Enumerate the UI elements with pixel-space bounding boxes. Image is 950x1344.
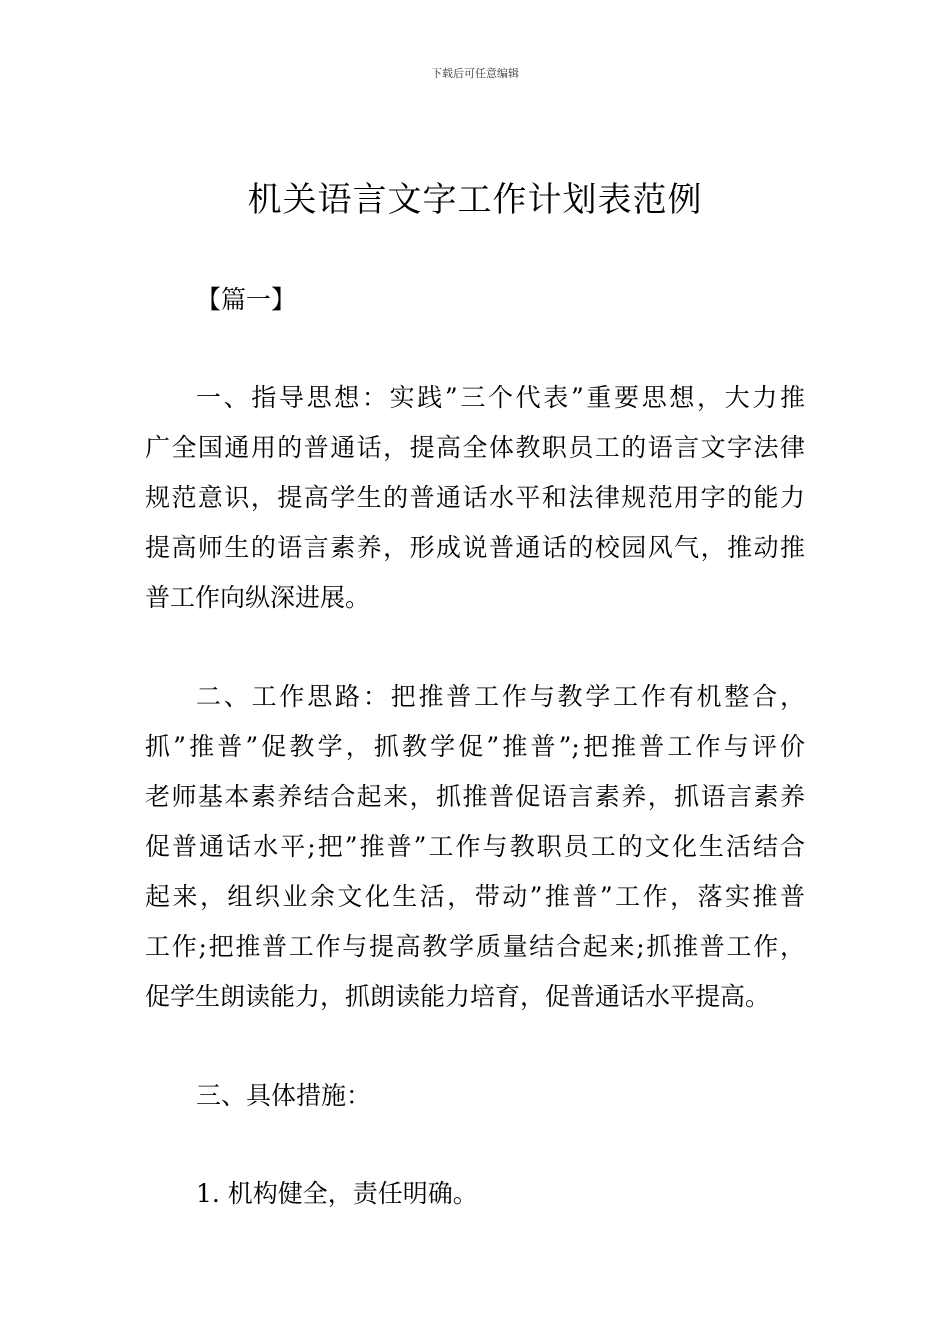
paragraph-line: 促学生朗读能力，抓朗读能力培育，促普通话水平提高。 xyxy=(145,982,771,1011)
paragraph-line: 抓”推普”促教学，抓教学促”推普”;把推普工作与评价 xyxy=(145,732,805,761)
paragraph-work-approach xyxy=(145,672,805,1022)
paragraph-line: 二、工作思路：把推普工作与教学工作有机整合， xyxy=(196,682,805,711)
paragraph-line: 老师基本素养结合起来，抓推普促语言素养，抓语言素养 xyxy=(145,782,805,811)
paragraph-line: 起来，组织业余文化生活，带动”推普”工作，落实推普 xyxy=(145,882,805,911)
paragraph-line: 工作;把推普工作与提高教学质量结合起来;抓推普工作， xyxy=(145,932,805,961)
paragraph-line: 提高师生的语言素养，形成说普通话的校园风气，推动推 xyxy=(145,533,805,562)
paragraph-specific-measures-heading xyxy=(196,1071,596,1121)
paragraph-line: 广全国通用的普通话，提高全体教职员工的语言文字法律 xyxy=(145,433,805,462)
section-label: 【篇一】 xyxy=(196,285,297,314)
paragraph-line: 一、指导思想：实践”三个代表”重要思想，大力推 xyxy=(196,383,805,412)
paragraph-line: 规范意识，提高学生的普通话水平和法律规范用字的能力 xyxy=(145,483,805,512)
paragraph-line: 普工作向纵深进展。 xyxy=(145,583,371,612)
paragraph-line: 促普通话水平;把”推普”工作与教职员工的文化生活结合 xyxy=(145,832,805,861)
paragraph-measure-item-1 xyxy=(196,1169,596,1219)
document-title: 机关语言文字工作计划表范例 xyxy=(247,180,703,220)
paragraph-line: 三、具体措施： xyxy=(196,1081,372,1110)
paragraph-guiding-ideology xyxy=(145,373,805,623)
paragraph-line: 1. 机构健全，责任明确。 xyxy=(196,1179,478,1208)
header-note: 下载后可任意编辑 xyxy=(431,67,519,80)
